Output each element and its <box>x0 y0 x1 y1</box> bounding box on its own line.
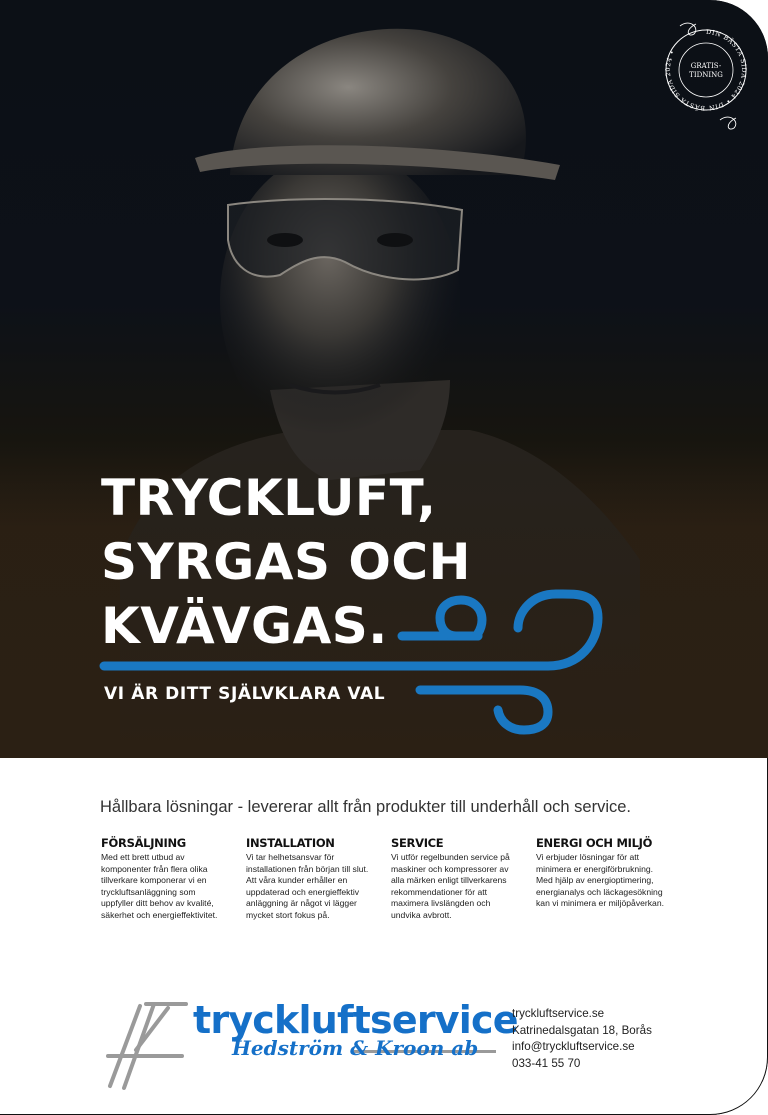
column-energy-text: Vi erbjuder lösningar för att minimera er energiförbrukning. Med hjälp av energioptimering, energianalys och läckagesökning kan vi minimera er miljöpåverkan. <box>536 852 664 909</box>
column-sales <box>101 836 229 922</box>
contact-phone[interactable]: 033-41 55 70 <box>512 1056 581 1070</box>
column-service <box>391 836 519 922</box>
intro-text: Hållbara lösningar - levererar allt från produkter till underhåll och service. <box>100 798 631 816</box>
column-sales-text: Med ett brett utbud av komponenter från flera olika tillverkare komponerar vi en tryckluftsanläggning som uppfyller ditt behov av kvalité, säkerhet och energieffektivitet. <box>101 852 218 920</box>
headline-line-1: TRYCKLUFT, <box>101 469 437 527</box>
company-subbrand: Hedström & Kroon ab <box>232 1036 479 1060</box>
column-service-text: Vi utför regelbunden service på maskiner och kompressorer av alla märken enligt tillverkarens rekommendationer för att maximera livslängden och undvika avbrott. <box>391 852 510 920</box>
badge-center-line1: GRATIS- <box>690 62 722 70</box>
tagline: VI ÄR DITT SJÄLVKLARA VAL <box>104 684 386 704</box>
column-energy <box>536 836 664 910</box>
column-installation-title: INSTALLATION <box>246 836 335 850</box>
badge-center-line2: TIDNING <box>689 71 723 79</box>
headline-line-3: KVÄVGAS. <box>101 597 388 655</box>
contact-email[interactable]: info@tryckluftservice.se <box>512 1040 635 1053</box>
column-energy-title: ENERGI OCH MILJÖ <box>536 836 653 850</box>
headline-line-2: SYRGAS OCH <box>101 533 471 591</box>
column-installation <box>246 836 374 922</box>
contact-website[interactable]: tryckluftservice.se <box>512 1007 605 1020</box>
company-brand: tryckluftservice <box>193 998 518 1042</box>
column-installation-text: Vi tar helhetsansvar för installationen från början till slut. Att våra kunder erhåller en uppdaterad och energieffektiv anläggning är något vi lägger mycket stort fokus på. <box>246 852 369 920</box>
badge-ring-text: DIN BÄSTA SIDA 2024 • DIN BÄSTA SIDA 2024 • <box>663 27 748 113</box>
contact-address: Katrinedalsgatan 18, Borås <box>512 1023 652 1037</box>
column-service-title: SERVICE <box>391 836 444 850</box>
column-sales-title: FÖRSÄLJNING <box>101 836 186 850</box>
contact-block <box>512 1006 652 1072</box>
